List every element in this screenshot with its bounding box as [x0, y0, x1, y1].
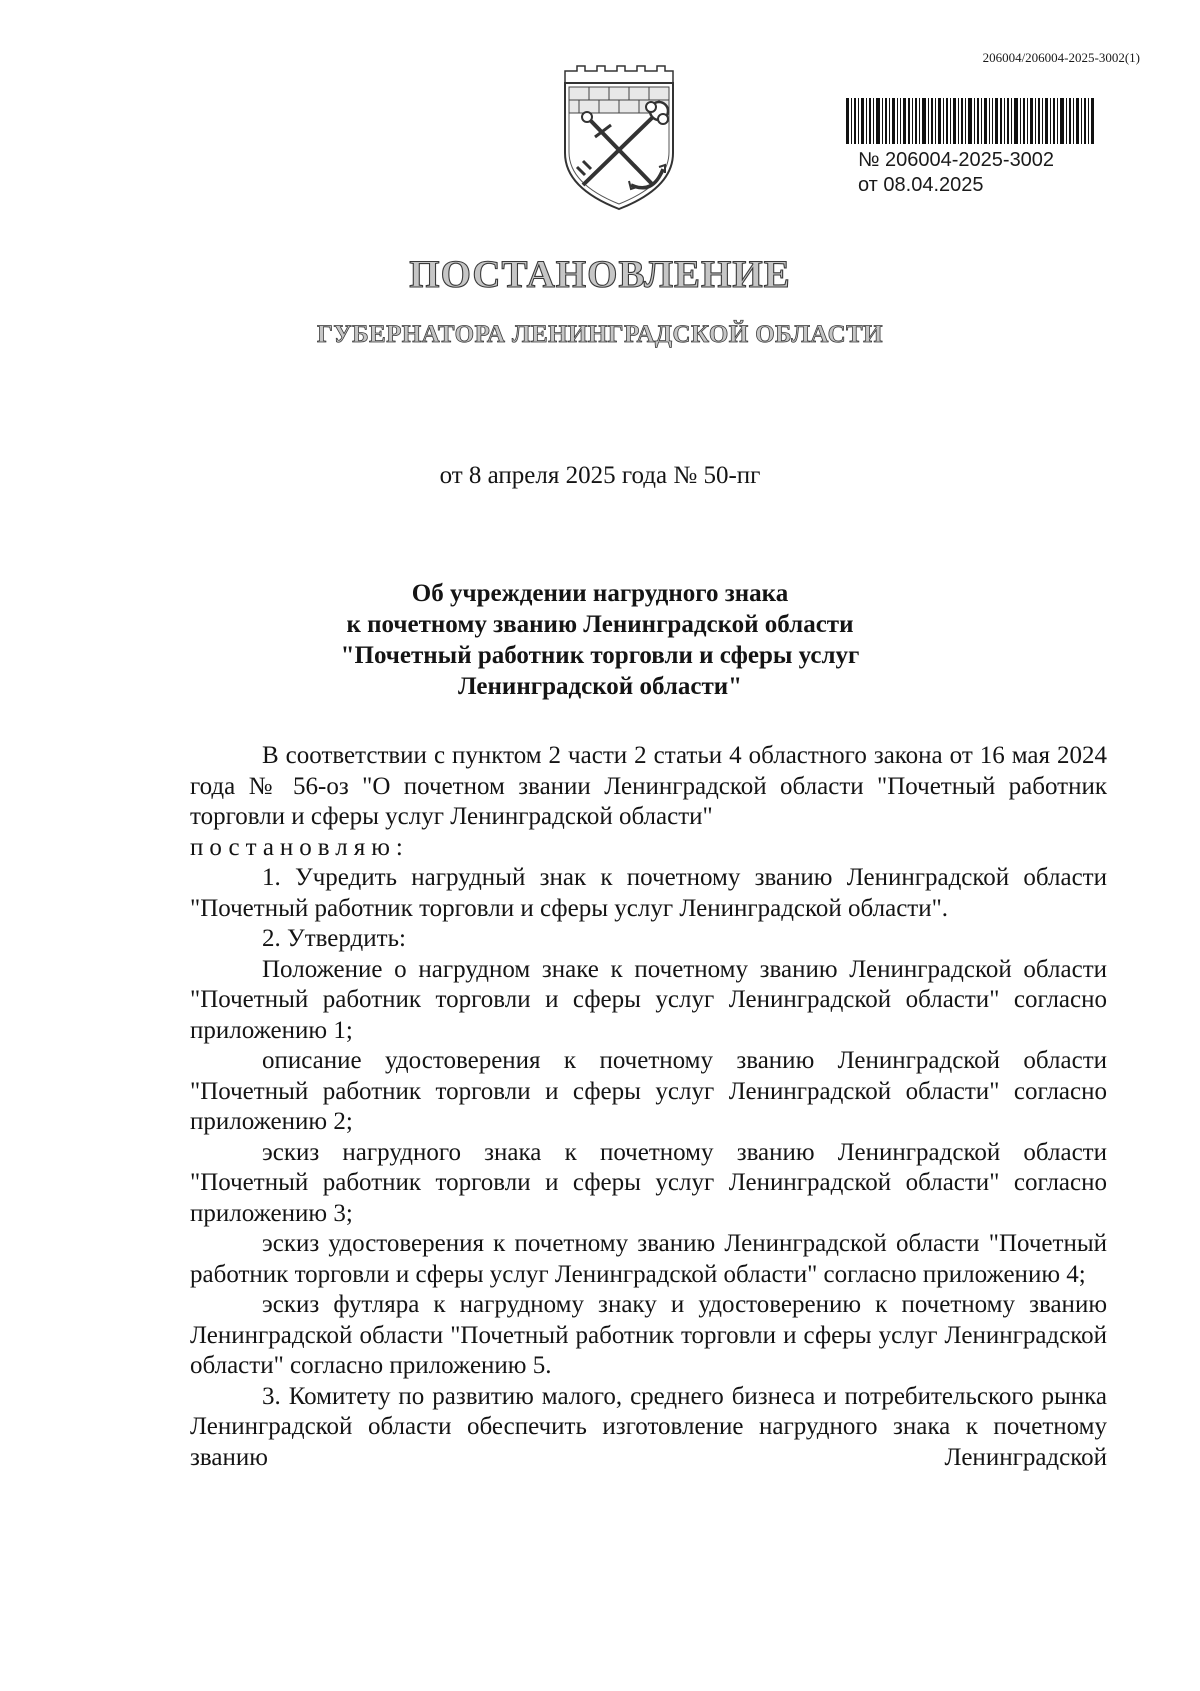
- heading-line: к почетному званию Ленинградской области: [346, 611, 854, 638]
- item-2-certificate-description: описание удостоверения к почетному званию Ленинградской области "Почетный работник торговли и сферы услуг Ленинградской области" согласно приложению 2;: [190, 1047, 1107, 1135]
- document-reference-code: 206004/206004-2025-3002(1): [982, 50, 1140, 65]
- item-2: 2. Утвердить:: [262, 925, 406, 952]
- resolution-date-number: от 8 апреля 2025 года № 50-пг: [439, 462, 761, 489]
- heading-line: Об учреждении нагрудного знака: [411, 580, 789, 607]
- registration-number: № 206004-2025-3002: [858, 149, 1055, 171]
- item-2-certificate-sketch: эскиз удостоверения к почетному званию Ленинградской области "Почетный работник торговли и сферы услуг Ленинградской области" согласно приложению 4;: [190, 1230, 1107, 1288]
- registration-date: от 08.04.2025: [858, 174, 984, 196]
- item-3: 3. Комитету по развитию малого, среднего бизнеса и потребительского рынка Ленинградской области обеспечить изготовление нагрудного знака к почетному званию Ленинградской: [190, 1382, 1107, 1471]
- document-subtitle: ГУБЕРНАТОРА ЛЕНИНГРАДСКОЙ ОБЛАСТИ: [317, 321, 883, 348]
- preamble-paragraph: В соответствии с пунктом 2 части 2 статьи 4 областного закона от 16 мая 2024 года № 56-оз "О почетном звании Ленинградской области "Почетный работник торговли и сферы услуг Ленинградской области": [190, 742, 1107, 830]
- heading-line: "Почетный работник торговли и сферы услуг: [340, 642, 860, 669]
- resolution-heading: [0, 578, 1200, 702]
- resolution-body: [190, 741, 1107, 1473]
- barcode-icon: [846, 98, 1094, 144]
- item-2-case-sketch: эскиз футляра к нагрудному знаку и удостоверению к почетному званию Ленинградской области "Почетный работник торговли и сферы услуг Ленинградской области" согласно приложению 5.: [190, 1291, 1107, 1379]
- item-2-badge-sketch: эскиз нагрудного знака к почетному званию Ленинградской области "Почетный работник торговли и сферы услуг Ленинградской области" согласно приложению 3;: [190, 1138, 1107, 1227]
- coat-of-arms-icon: [555, 63, 683, 211]
- item-2-regulation: Положение о нагрудном знаке к почетному званию Ленинградской области "Почетный работник торговли и сферы услуг Ленинградской области" согласно приложению 1;: [190, 955, 1107, 1044]
- resolve-word: постановляю:: [190, 833, 409, 861]
- item-1: 1. Учредить нагрудный знак к почетному званию Ленинградской области "Почетный работник торговли и сферы услуг Ленинградской области".: [190, 864, 1107, 922]
- heading-line: Ленинградской области": [457, 673, 743, 700]
- registration-stamp: [858, 148, 1054, 198]
- document-title: ПОСТАНОВЛЕНИЕ: [409, 253, 791, 296]
